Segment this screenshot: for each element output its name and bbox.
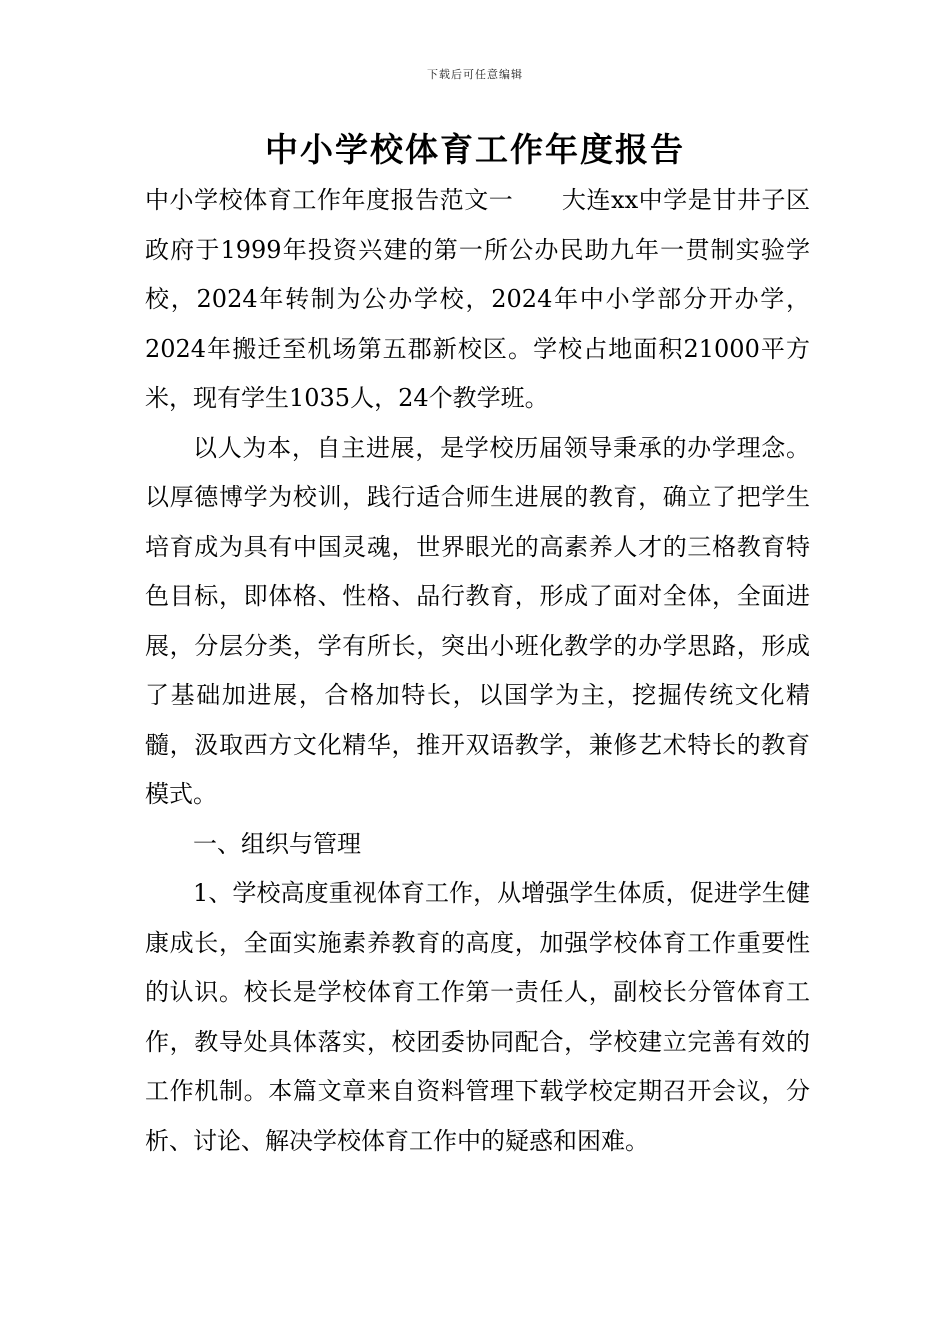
paragraph-school-philosophy: 以人为本，自主进展，是学校历届领导秉承的办学理念。以厚德博学为校训，践行适合师生进展的教育，确立了把学生培育成为具有中国灵魂，世界眼光的高素养人才的三格教育特色目标，即体格、性格、品行教育，形成了面对全体，全面进展，分层分类，学有所长，突出小班化教学的办学思路，形成了基础加进展，合格加特长，以国学为主，挖掘传统文化精髓，汲取西方文化精华，推开双语教学，兼修艺术特长的教育模式。 bbox=[145, 433, 810, 808]
paragraph-organization-detail: 1、学校高度重视体育工作，从增强学生体质，促进学生健康成长，全面实施素养教育的高度，加强学校体育工作重要性的认识。校长是学校体育工作第一责任人，副校长分管体育工作，教导处具体落实，校团委协同配合，学校建立完善有效的工作机制。本篇文章来自资料管理下载学校定期召开会议，分析、讨论、解决学校体育工作中的疑惑和困难。 bbox=[145, 879, 810, 1155]
document-title: 中小学校体育工作年度报告 bbox=[265, 130, 685, 169]
intro-label: 中小学校体育工作年度报告范文一 bbox=[145, 186, 514, 214]
document-body bbox=[145, 176, 810, 1166]
intro-paragraph bbox=[145, 176, 810, 424]
intro-text: 大连xx中学是甘井子区政府于1999年投资兴建的第一所公办民助九年一贯制实验学校，2024年转制为公办学校，2024年中小学部分开办学，2024年搬迁至机场第五郡新校区。学校占地面积21000平方米，现有学生1035人，24个教学班。 bbox=[145, 186, 810, 412]
section-heading-organization: 一、组织与管理 bbox=[193, 829, 361, 858]
page-header-note: 下载后可任意编辑 bbox=[427, 68, 523, 81]
